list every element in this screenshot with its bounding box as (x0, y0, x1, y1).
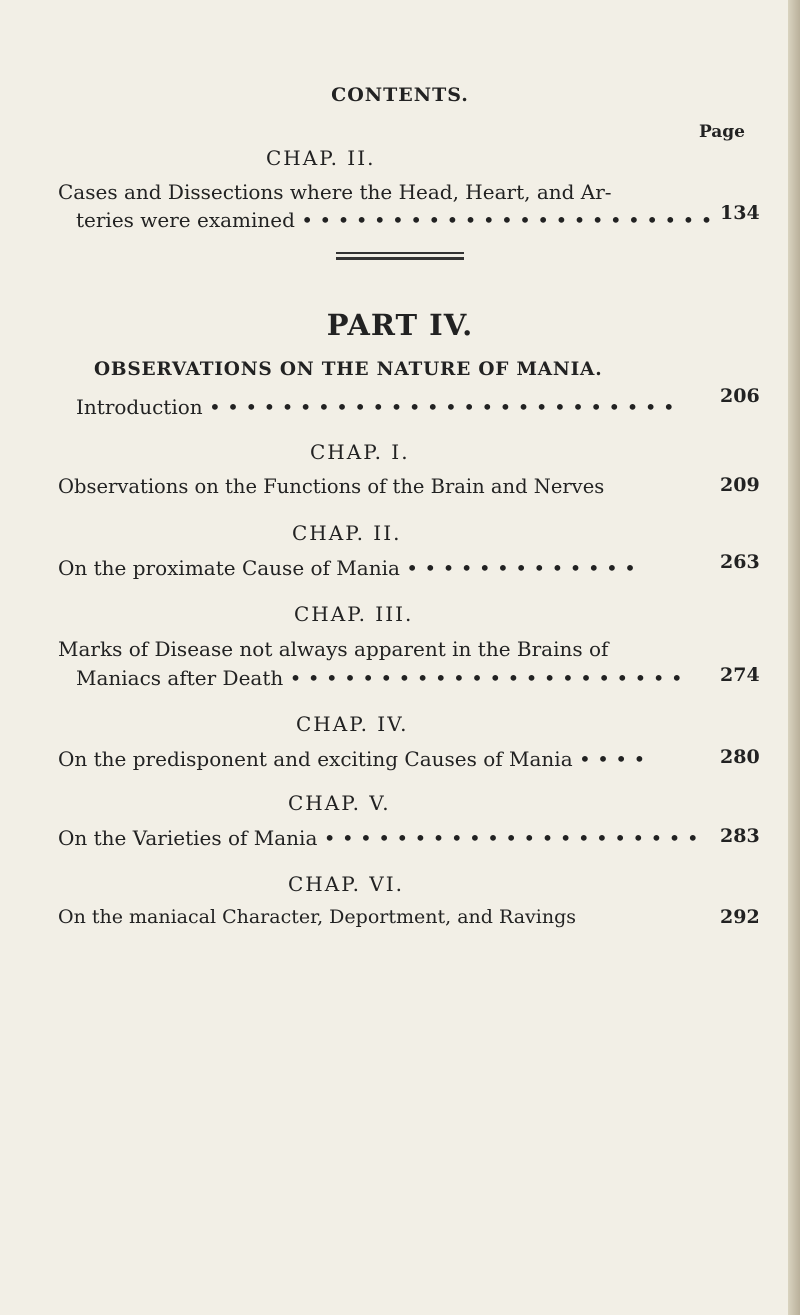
page-edge (788, 0, 800, 1315)
entry-line: Observations on the Functions of the Brain and Nerves (58, 475, 605, 498)
entry-line: On the proximate Cause of Mania • • • • • • • • • • • • • (58, 556, 636, 580)
chapter-heading: CHAP. II. (266, 146, 376, 170)
page-header: CONTENTS. (331, 84, 469, 106)
page-number: 274 (720, 664, 760, 686)
entry-line: Cases and Dissections where the Head, Heart, and Ar- (58, 180, 612, 204)
chapter-heading: CHAP. II. (292, 521, 402, 545)
entry-line: On the Varieties of Mania • • • • • • • • • • • • • • • • • • • • • (58, 826, 699, 850)
entry-line: On the maniacal Character, Deportment, and Ravings (58, 906, 576, 928)
page-column-label: Page (698, 122, 745, 142)
entry-line: Maniacs after Death • • • • • • • • • • • • • • • • • • • • • • (76, 666, 683, 690)
chapter-heading: CHAP. I. (310, 440, 410, 464)
page-number: 134 (720, 202, 760, 224)
page-number: 206 (720, 385, 760, 407)
divider-rule (336, 252, 464, 254)
chapter-heading: CHAP. V. (288, 791, 391, 815)
page-number: 263 (720, 551, 760, 573)
entry-line: Marks of Disease not always apparent in the Brains of (58, 637, 609, 661)
page-number: 292 (720, 906, 760, 928)
page-number: 283 (720, 825, 760, 847)
entry-line: teries were examined • • • • • • • • • • • • • • • • • • • • • • • (76, 208, 713, 232)
part-subtitle: OBSERVATIONS ON THE NATURE OF MANIA. (94, 359, 603, 380)
entry-line: On the predisponent and exciting Causes of Mania • • • • (58, 747, 646, 771)
part-title: PART IV. (326, 308, 474, 342)
divider-rule (336, 257, 464, 260)
chapter-heading: CHAP. VI. (288, 872, 405, 896)
page-number: 209 (720, 474, 760, 496)
entry-line: Introduction • • • • • • • • • • • • • • • • • • • • • • • • • • (76, 395, 675, 419)
chapter-heading: CHAP. IV. (296, 712, 409, 736)
chapter-heading: CHAP. III. (294, 602, 414, 626)
page-number: 280 (720, 746, 760, 768)
